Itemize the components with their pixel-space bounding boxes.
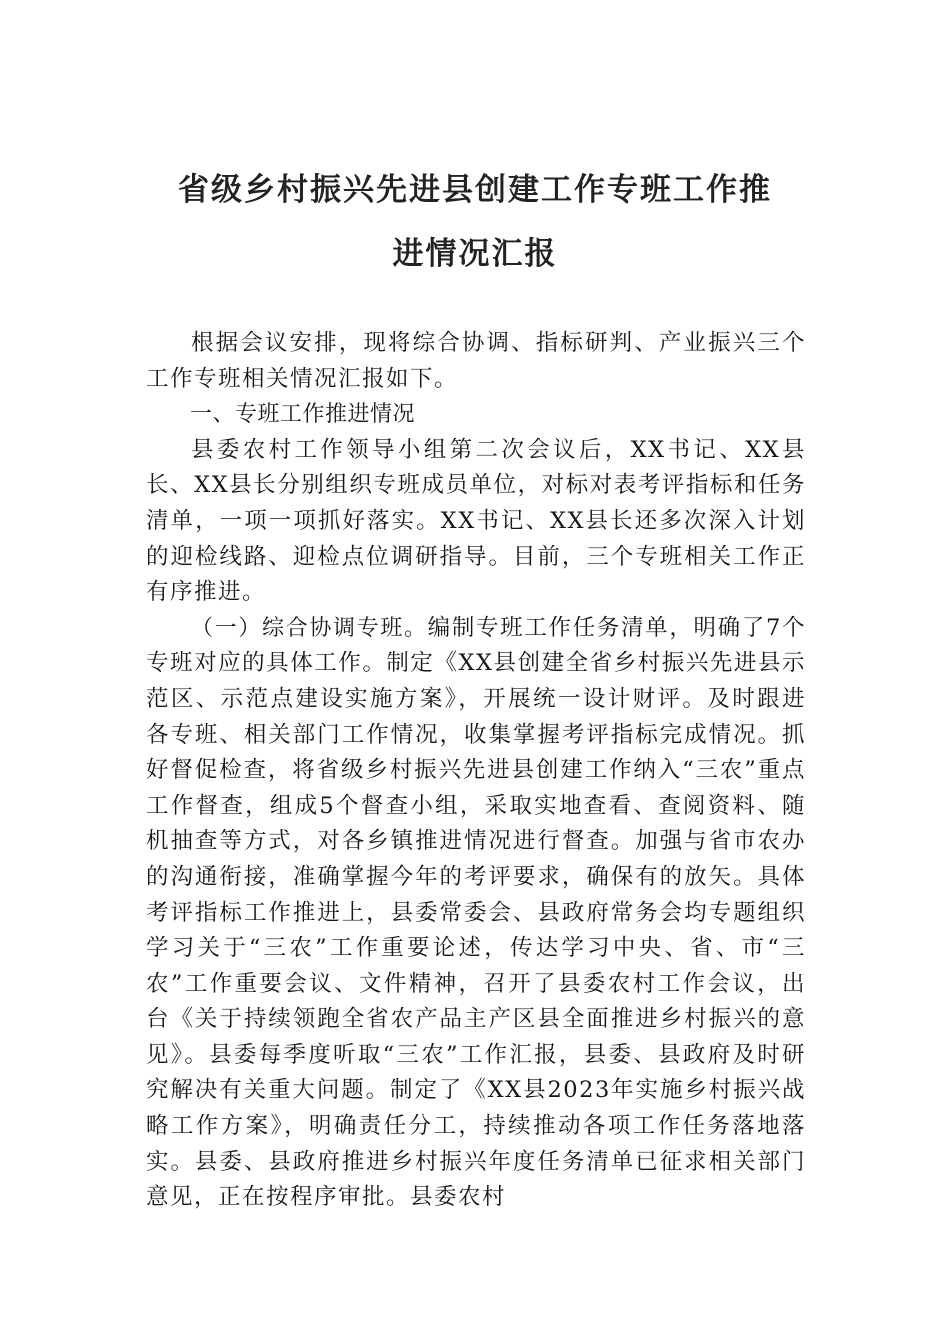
intro-paragraph: 根据会议安排，现将综合协调、指标研判、产业振兴三个工作专班相关情况汇报如下。 <box>146 330 806 392</box>
subsection-heading-1: （一）综合协调专班。 <box>191 615 428 641</box>
title-line-1: 省级乡村振兴先进县创建工作专班工作推 <box>178 172 772 208</box>
subsection-1-paragraph <box>146 611 806 1216</box>
section-1-paragraph: 县委农村工作领导小组第二次会议后，XX书记、XX县长、XX县长分别组织专班成员单位，对标对表考评指标和任务清单，一项一项抓好落实。XX书记、XX县长还多次深入计划的迎检线路、迎检点位调研指导。目前，三个专班相关工作正有序推进。 <box>146 436 806 606</box>
section-heading-1: 一、专班工作推进情况 <box>190 402 416 428</box>
title-line-2: 进情况汇报 <box>392 236 558 272</box>
subsection-1-body: 编制专班工作任务清单，明确了7个专班对应的具体工作。制定《XX县创建全省乡村振兴先进县示范区、示范点建设实施方案》，开展统一设计财评。及时跟进各专班、相关部门工作情况，收集掌握考评指标完成情况。抓好督促检查，将省级乡村振兴先进县创建工作纳入“三农”重点工作督查，组成5个督查小组，采取实地查看、查阅资料、随机抽查等方式，对各乡镇推进情况进行督查。加强与省市农办的沟通衔接，准确掌握今年的考评要求，确保有的放矢。具体考评指标工作推进上，县委常委会、县政府常务会均专题组织学习关于“三农”工作重要论述，传达学习中央、省、市“三农”工作重要会议、文件精神，召开了县委农村工作会议，出台《关于持续领跑全省农产品主产区县全面推进乡村振兴的意见》。县委每季度听取“三农”工作汇报，县委、县政府及时研究解决有关重大问题。制定了《XX县2023年实施乡村振兴战略工作方案》，明确责任分工，持续推动各项工作任务落地落实。县委、县政府推进乡村振兴年度任务清单已征求相关部门意见，正在按程序审批。县委农村 <box>146 614 806 1211</box>
document-body <box>146 326 806 1216</box>
document-title <box>140 158 810 286</box>
